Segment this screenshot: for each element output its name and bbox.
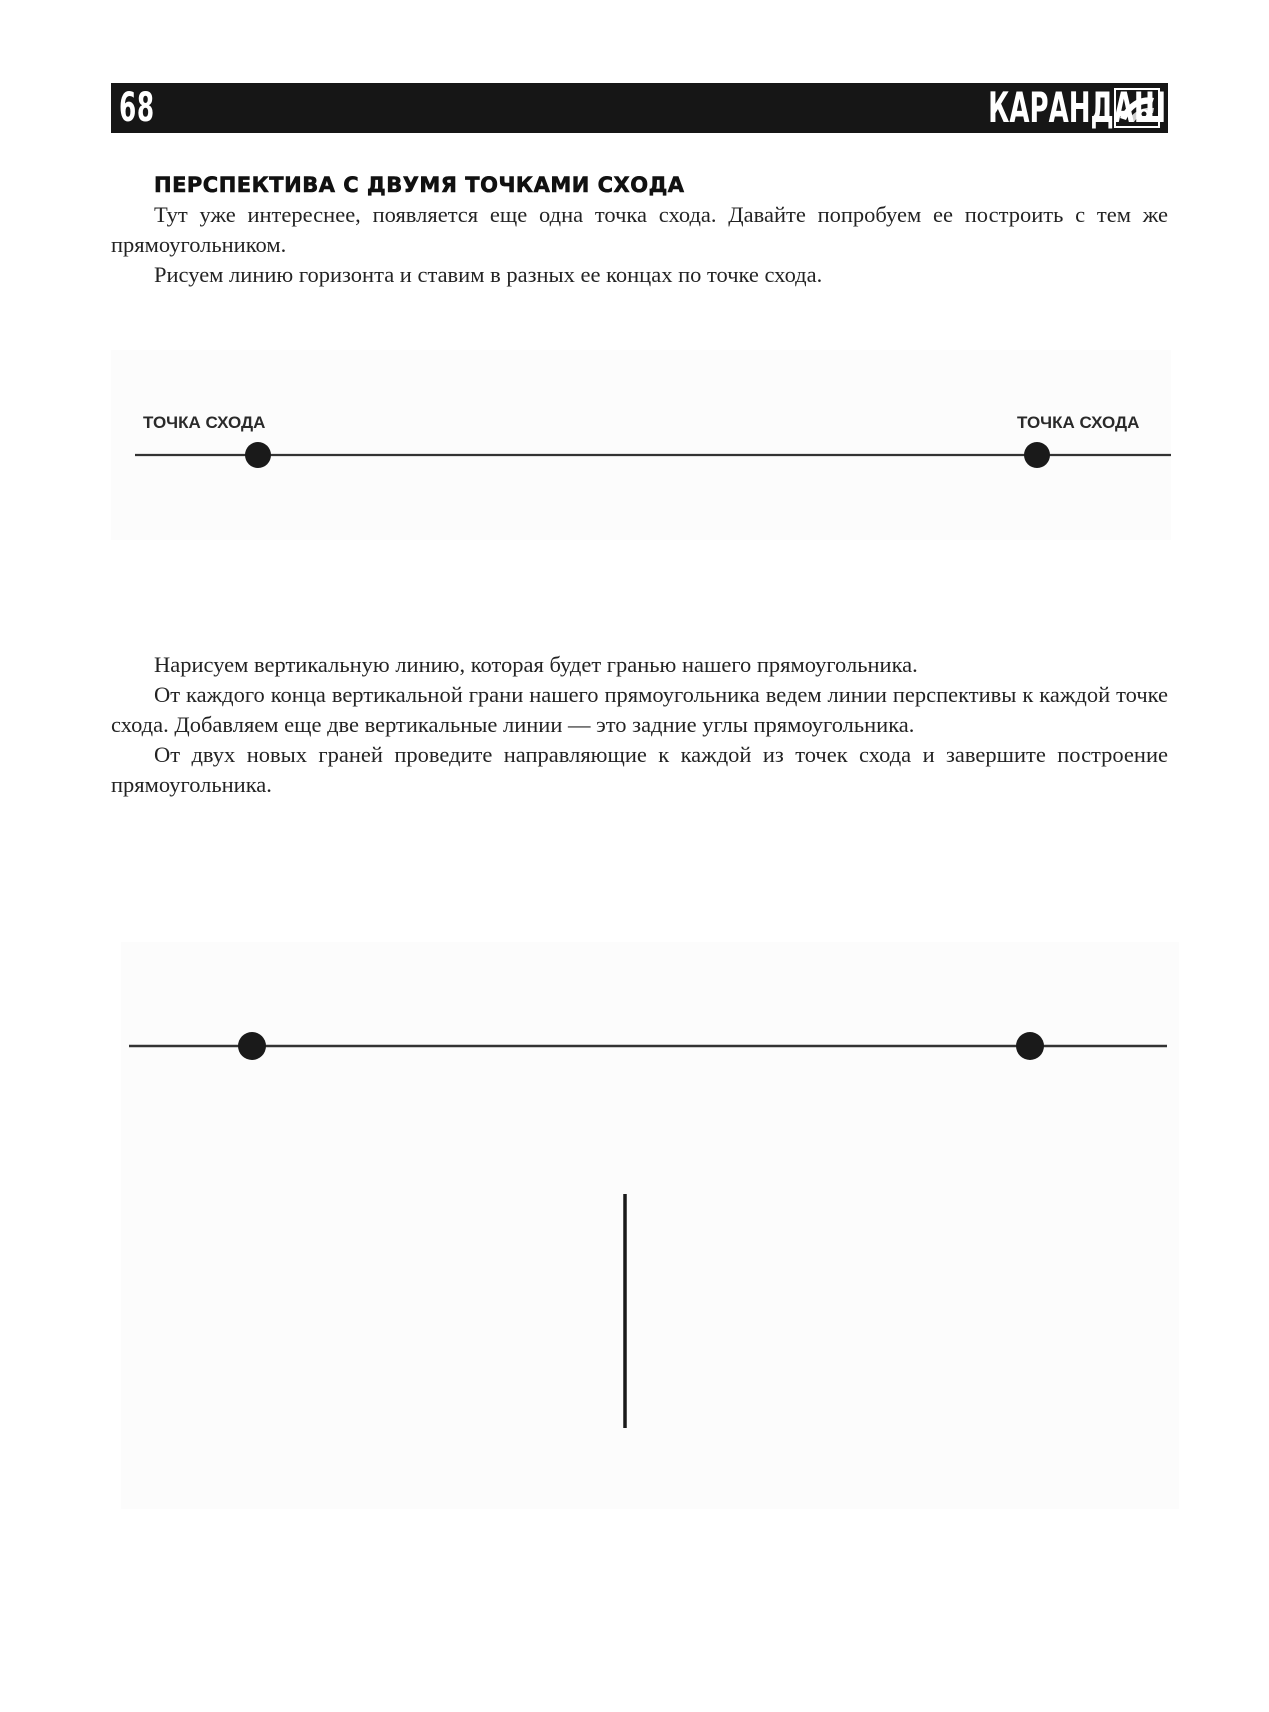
paragraph: От каждого конца вертикальной грани нашего прямоугольника ведем линии перспективы к каждой точке схода. Добавляем еще две вертикальные линии — это задние углы прямоугольника. <box>111 682 1168 737</box>
paragraph: Рисуем линию горизонта и ставим в разных ее концах по точке схода. <box>154 262 823 287</box>
steps-text <box>111 650 1168 800</box>
intro-text <box>111 200 1168 290</box>
header-title-group <box>879 83 1166 133</box>
figure-horizon-svg <box>111 350 1171 540</box>
section-title: ПЕРСПЕКТИВА С ДВУМЯ ТОЧКАМИ СХОДА <box>154 173 685 197</box>
vanishing-point-label-right: ТОЧКА СХОДА <box>1017 413 1140 432</box>
figure-vertical-edge-svg <box>121 942 1179 1509</box>
vanishing-point-right <box>1016 1032 1044 1060</box>
figure-horizon-vanishing-points <box>111 350 1171 540</box>
paragraph: Нарисуем вертикальную линию, которая будет гранью нашего прямоугольника. <box>154 652 918 677</box>
vanishing-point-left <box>238 1032 266 1060</box>
paragraph: Тут уже интереснее, появляется еще одна точка схода. Давайте попробуем ее построить с тем же прямоугольником. <box>111 202 1168 257</box>
vanishing-point-label-left: ТОЧКА СХОДА <box>143 413 266 432</box>
vanishing-point-right <box>1024 442 1050 468</box>
header-title: КАРАНДАШ <box>988 83 1166 132</box>
figure-vertical-edge <box>121 942 1179 1509</box>
page-number: 68 <box>119 85 155 131</box>
paragraph: От двух новых граней проведите направляющие к каждой из точек схода и завершите построение прямоугольника. <box>111 742 1168 797</box>
vanishing-point-left <box>245 442 271 468</box>
page-header <box>111 83 1168 133</box>
